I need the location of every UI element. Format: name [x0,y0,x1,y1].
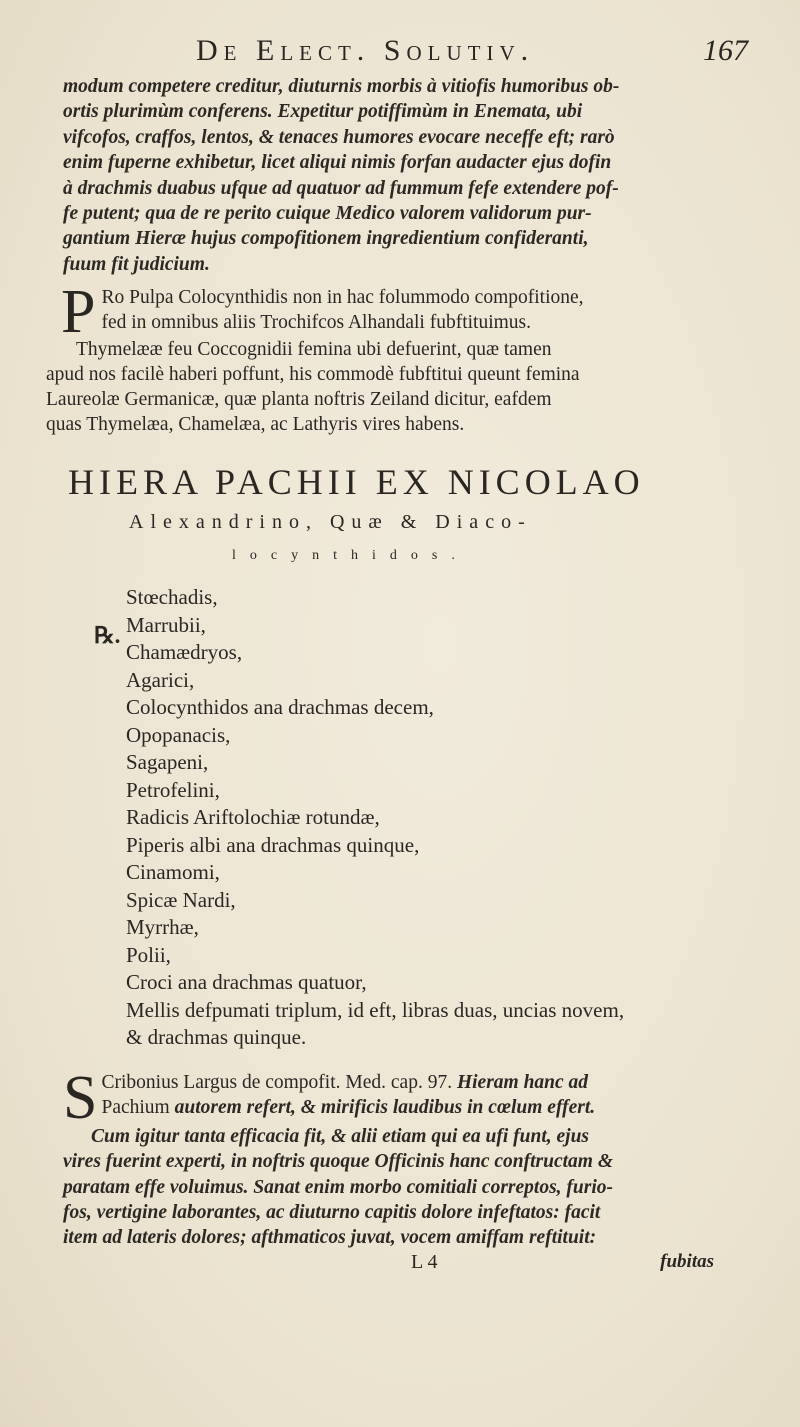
list-item: Colocynthidos ana drachmas decem, [126,695,434,720]
ingredient-list [46,584,754,1052]
text-line: Cum igitur tanta efficacia fit, & alii etiam qui ea ufi funt, ejus [91,1125,590,1147]
list-item: Piperis albi ana drachmas quinque, [126,832,420,857]
running-head [46,28,754,72]
text-line: à drachmis duabus ufque ad quatuor ad fummum fefe extendere pof- [63,177,619,199]
text-line [63,1070,754,1095]
text-line: gantium Hieræ hujus compofitionem ingredientium confideranti, [63,228,589,250]
roman-text: Cribonius Largus de compofit. Med. cap. 97. [101,1071,453,1093]
page-number: 167 [703,34,748,67]
text-line: ortis plurimùm conferens. Expetitur potiffimùm in Enemata, ubi [63,101,583,123]
text-line: enim fuperne exhibetur, licet aliqui nimis forfan audacter ejus dofin [63,152,612,174]
list-item: Agarici, [126,667,195,692]
text-line: paratam effe voluimus. Sanat enim morbo comitiali correptos, furio- [63,1176,613,1198]
text-line: fe putent; qua de re perito cuique Medico valorem validorum pur- [63,203,592,225]
text-line: Thymelææ feu Coccognidii femina ubi defuerint, quæ tamen [76,339,552,361]
list-item: Cinamomi, [126,860,220,885]
list-item: Petrofelini, [126,777,220,802]
text-line: modum competere creditur, diuturnis morbis à vitiofis humoribus ob- [63,76,620,97]
text-line: fos, vertigine laborantes, ac diuturno capitis dolore infeftatos: facit [63,1201,601,1223]
list-item: Radicis Ariftolochiæ rotundæ, [126,805,380,830]
list-item: Marrubii, [126,612,206,637]
running-title: De Elect. Solutiv. [196,34,535,67]
text-line: fed in omnibus aliis Trochifcos Alhandali fubftituimus. [101,312,532,334]
list-item: Spicæ Nardi, [126,887,236,912]
recipe-title: HIERA PACHII EX NICOLAO [68,462,645,503]
recipe-subtitle-cont: locynthidos. [232,548,469,564]
list-item: Polii, [126,942,171,967]
recipe-symbol: ℞. [94,623,121,648]
list-item: Myrrhæ, [126,915,199,940]
scribonius-paragraph [46,1063,754,1251]
italic-text: autorem refert, & mirificis laudibus in cœlum effert. [169,1097,596,1119]
drop-cap: P [61,278,96,347]
list-item: & drachmas quinque. [126,1025,307,1050]
list-item: Stœchadis, [126,585,218,610]
text-line: Ro Pulpa Colocynthidis non in hac folummodo compofitione, [101,287,584,309]
thymelaea-paragraph [46,337,754,437]
recipe-subtitle: Alexandrino, Quæ & Diaco- [129,511,532,534]
roman-text: Pachium [101,1097,170,1119]
text-line [63,1095,754,1120]
list-item: Mellis defpumati triplum, id eft, libras duas, uncias novem, [126,997,625,1022]
list-item: Opopanacis, [126,722,231,747]
pro-paragraph [46,278,754,347]
text-line: quas Thymelæa, Chamelæa, ac Lathyris vires habens. [46,414,465,436]
italic-text: Hieram hanc ad [452,1071,589,1093]
text-line: fuum fit judicium. [63,253,210,275]
catchword: fubitas [660,1250,714,1272]
list-item: Chamædryos, [126,640,243,665]
text-line: vires fuerint experti, in noftris quoque Officinis hanc conftructam & [63,1151,614,1173]
page-footer [46,1251,754,1281]
signature-mark: L 4 [411,1250,438,1273]
list-item: Croci ana drachmas quatuor, [126,970,367,995]
text-line: Laureolæ Germanicæ, quæ planta noftris Zeiland dicitur, eafdem [46,389,552,411]
text-line: item ad lateris dolores; afthmaticos juvat, vocem amiffam reftituit: [63,1227,597,1249]
text-line: vifcofos, craffos, lentos, & tenaces humores evocare neceffe eft; rarò [63,126,615,148]
drop-cap: S [63,1063,98,1132]
list-item: Sagapeni, [126,750,209,775]
text-line: apud nos facilè haberi poffunt, his commodè fubftitui queunt femina [46,364,580,386]
intro-paragraph [46,74,754,277]
